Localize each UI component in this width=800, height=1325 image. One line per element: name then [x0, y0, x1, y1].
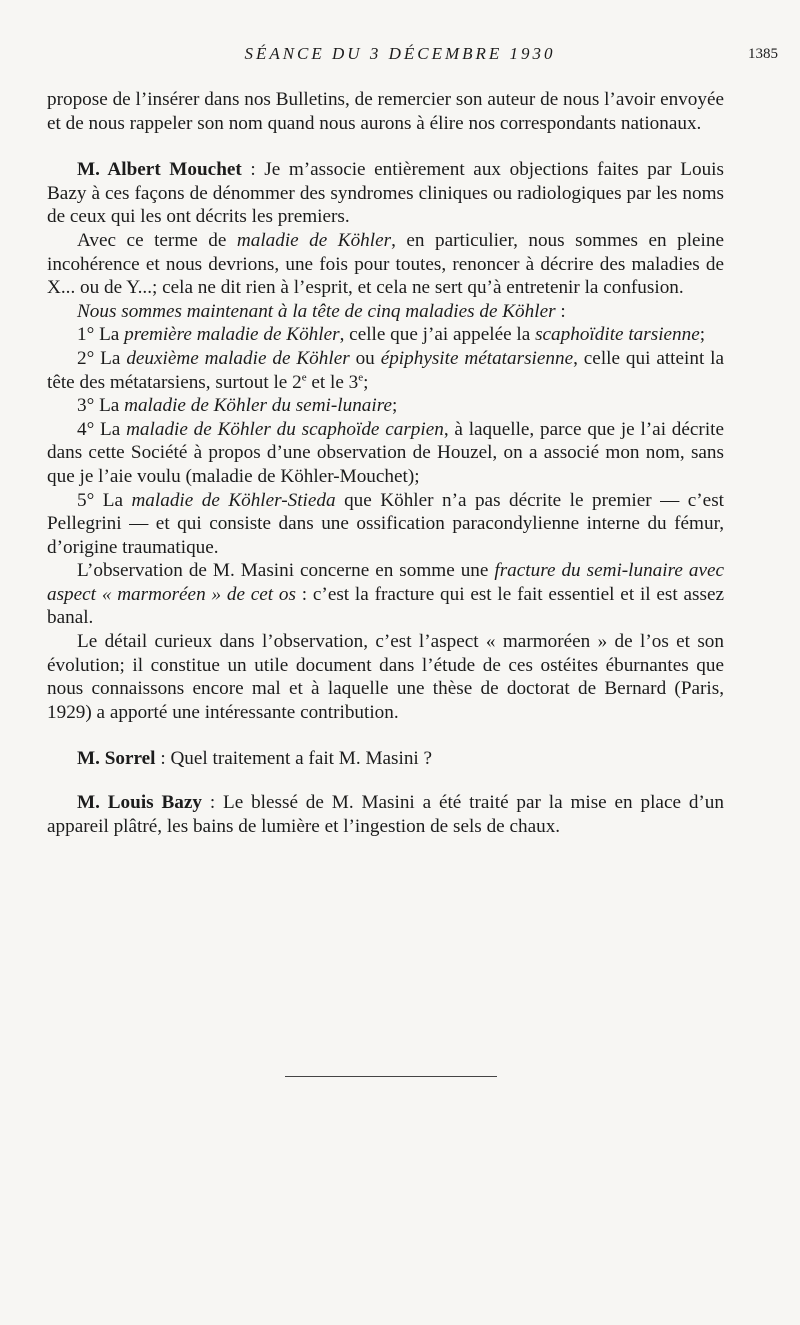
speaker-name: M. Albert Mouchet [77, 159, 242, 181]
speaker-name: M. Sorrel [77, 748, 156, 770]
italic-term: deuxième maladie de Köhler [126, 347, 350, 369]
text-run: : Je m’associe entièrement aux objections faites par Louis Bazy à ces façons de dénommer des syndromes cliniques ou radiologiques par les noms de ceux qui les ont décrits les premiers. [47, 159, 724, 228]
text-run: , en particulier, nous sommes en pleine incohérence et nous devrions, une fois pour toutes, renoncer à décrire des maladies de X... ou de Y...; cela ne dit rien à l’esprit, et cela ne sert qu’à entretenir la confusion. [47, 229, 724, 299]
text-run: L’observation de M. Masini concerne en somme une [77, 560, 495, 582]
italic-term: maladie de Köhler [236, 229, 392, 251]
text-run: ; [392, 395, 398, 417]
text-run: ; [699, 324, 706, 346]
italic-term: scaphoïdite tarsienne [535, 324, 700, 346]
running-title: SÉANCE DU 3 DÉCEMBRE 1930 [244, 44, 556, 63]
text-run: 2° La [77, 347, 127, 369]
text-run: : c’est la fracture qui est le fait essentiel et il est assez banal. [47, 583, 724, 629]
list-item-disease-1 [47, 323, 724, 347]
list-item-disease-5 [47, 489, 724, 560]
paragraph-sorrel-question [47, 747, 724, 771]
text-run: : Quel traitement a fait M. Masini ? [155, 748, 433, 770]
italic-term: Nous sommes maintenant à la tête de cinq maladies de Köhler [77, 300, 556, 322]
paragraph-curious-detail [47, 630, 724, 724]
paragraph-masini-observation [47, 559, 724, 630]
text-run: 5° La [77, 489, 132, 511]
superscript: e [358, 371, 364, 384]
italic-term: fracture du semi-lunaire avec aspect « marmoréen » de cet os [47, 560, 724, 605]
paragraph-bazy-answer [47, 791, 724, 838]
text-run: , à laquelle, parce que je l’ai décrite dans cette Société à propos d’une observation de Houzel, on a associé mon nom, sans que je l’aie voulu (maladie de Köhler-Mouchet); [47, 418, 724, 487]
italic-term: maladie de Köhler du semi-lunaire [124, 395, 392, 417]
text-run: 3° La [77, 395, 125, 417]
text-run: : [555, 300, 566, 322]
italic-term: première maladie de Köhler [124, 324, 340, 346]
list-item-disease-3 [47, 394, 724, 418]
text-run: , celle qui atteint la tête des métatarsiens, surtout le 2 [47, 347, 725, 393]
text-run: ; [363, 371, 369, 393]
text-run: ou [349, 347, 381, 369]
closing-rule [285, 1076, 497, 1077]
text-run: et le 3 [306, 371, 359, 393]
text-run: Avec ce terme de [77, 229, 237, 251]
italic-term: épiphysite métatarsienne [380, 347, 574, 369]
paragraph-mouchet-intervention [47, 158, 724, 229]
text-run: 1° La [77, 324, 125, 346]
superscript: e [301, 371, 307, 384]
list-item-disease-4 [47, 418, 724, 489]
paragraph-five-diseases-intro [47, 300, 724, 324]
body-text [47, 88, 724, 838]
italic-term: maladie de Köhler-Stieda [131, 489, 336, 511]
italic-term: maladie de Köhler du scaphoïde carpien [126, 418, 444, 440]
page-header [0, 44, 800, 72]
paragraph-continuation [47, 88, 724, 135]
text-run: 4° La [77, 418, 127, 440]
text-run: : Le blessé de M. Masini a été traité par la mise en place d’un appareil plâtré, les bains de lumière et l’ingestion de sels de chaux. [47, 792, 724, 837]
speaker-name: M. Louis Bazy [77, 792, 202, 814]
text-run: Le détail curieux dans l’observation, c’est l’aspect « marmoréen » de l’os et son évolution; il constitue un utile document dans l’étude de ces ostéites éburnantes que nous connaissons encore mal et à laquelle une thèse de doctorat de Bernard (Paris, 1929) a apporté une intéressante contribution. [47, 631, 724, 723]
paragraph-terminology [47, 229, 724, 300]
list-item-disease-2 [47, 347, 724, 394]
text-run: propose de l’insérer dans nos Bulletins, de remercier son auteur de nous l’avoir envoyée et de nous rappeler son nom quand nous aurons à élire nos correspondants nationaux. [47, 89, 724, 134]
page-number: 1385 [748, 46, 778, 62]
text-run: , celle que j’ai appelée la [339, 324, 536, 346]
text-run: que Köhler n’a pas décrite le premier — c’est Pellegrini — et qui consiste dans une ossification paracondylienne interne du fémur, d’origine traumatique. [47, 489, 724, 558]
